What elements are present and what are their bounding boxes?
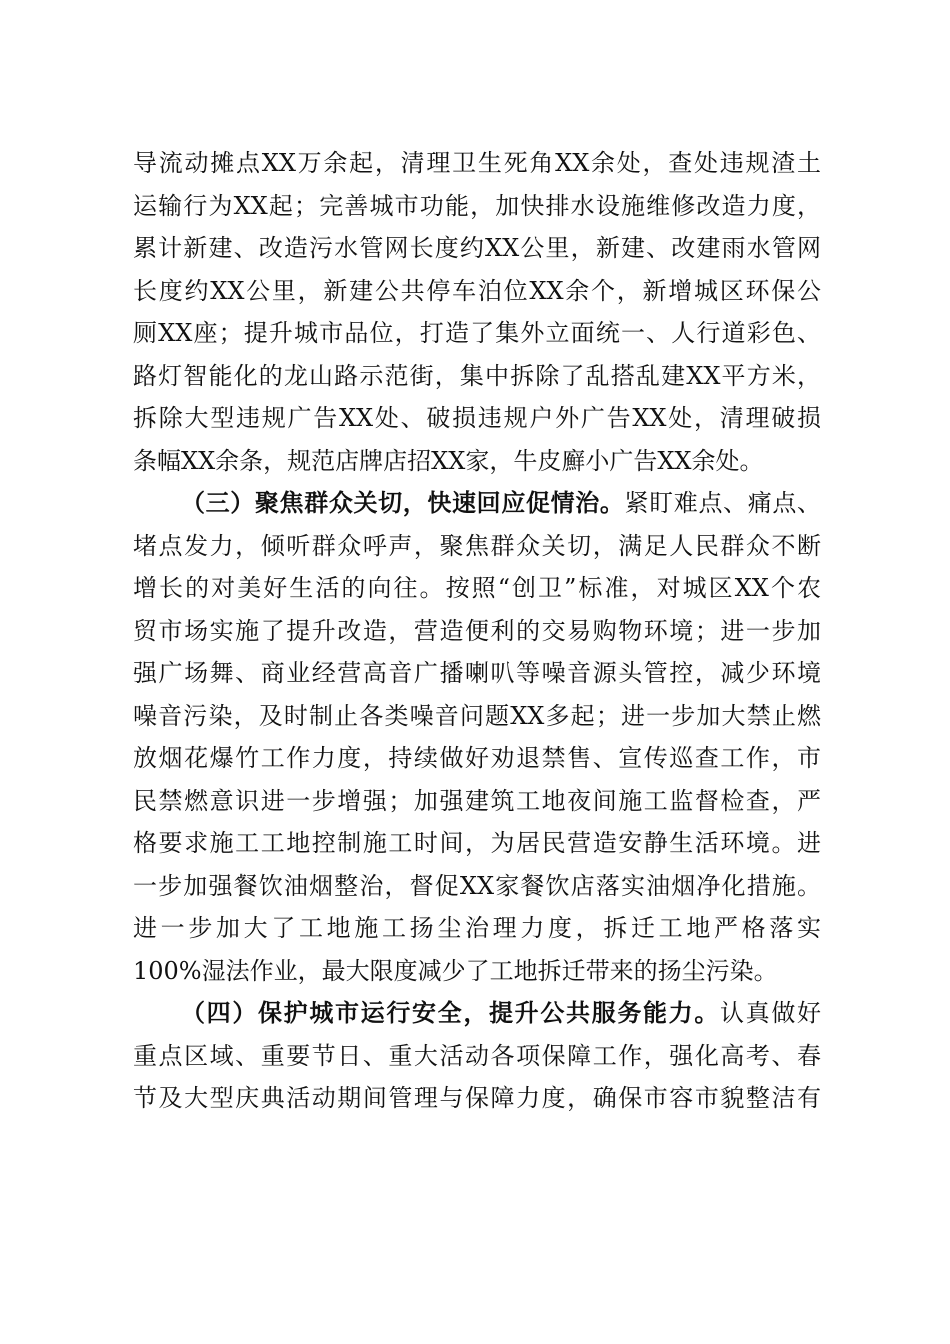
text-line: 噪音污染，及时制止各类噪音问题XX多起；进一步加大禁止燃: [133, 701, 821, 730]
text-line: 一步加强餐饮油烟整治，督促XX家餐饮店落实油烟净化措施。: [133, 871, 821, 900]
text-line: 贸市场实施了提升改造，营造便利的交易购物环境；进一步加: [133, 616, 821, 645]
text-line: 运输行为XX起；完善城市功能，加快排水设施维修改造力度，: [133, 191, 821, 220]
text-line: 节及大型庆典活动期间管理与保障力度，确保市容市貌整洁有: [133, 1084, 821, 1112]
section-heading: （三）聚焦群众关切，快速回应促情治。: [181, 488, 625, 517]
document-page: [133, 142, 821, 1120]
text-line: 条幅XX余条，规范店牌店招XX家，牛皮廯小广告XX余处。: [133, 446, 764, 475]
text-line: 强广场舞、商业经营高音广播喇叭等噪音源头管控，减少环境: [133, 659, 821, 687]
text-line: 厕XX座；提升城市品位，打造了集外立面统一、人行道彩色、: [133, 319, 821, 347]
paragraph-section-3: [133, 482, 821, 992]
text-span: 紧盯难点、痛点、: [624, 489, 822, 517]
text-line: 100%湿法作业，最大限度减少了工地拆迁带来的扬尘污染。: [133, 956, 778, 985]
text-line: 累计新建、改造污水管网长度约XX公里，新建、改建雨水管网: [133, 234, 821, 262]
text-line: 长度约XX公里，新建公共停车泊位XX余个，新增城区环保公: [133, 276, 821, 305]
text-line: 堵点发力，倾听群众呼声，聚焦群众关切，满足人民群众不断: [133, 531, 821, 560]
text-span: 认真做好: [720, 999, 821, 1027]
text-line: 进一步加大了工地施工扬尘治理力度，拆迁工地严格落实: [133, 914, 821, 942]
text-line: 重点区域、重要节日、重大活动各项保障工作，强化高考、春: [133, 1041, 821, 1070]
text-line: [133, 482, 821, 525]
paragraph-1: [133, 142, 821, 482]
text-line: 增长的对美好生活的向往。按照“创卫”标准，对城区XX个农: [133, 574, 821, 602]
text-line: 格要求施工工地控制施工时间，为居民营造安静生活环境。进: [133, 829, 821, 857]
text-line: 路灯智能化的龙山路示范街，集中拆除了乱搭乱建XX平方米，: [133, 361, 821, 390]
text-line: 民禁燃意识进一步增强；加强建筑工地夜间施工监督检查，严: [133, 786, 821, 815]
section-heading: （四）保护城市运行安全，提升公共服务能力。: [181, 998, 720, 1027]
text-line: 放烟花爆竹工作力度，持续做好劝退禁售、宣传巡查工作，市: [133, 744, 821, 772]
paragraph-section-4: [133, 992, 821, 1120]
text-line: [133, 992, 821, 1035]
text-line: 拆除大型违规广告XX处、破损违规户外广告XX处，清理破损: [133, 404, 821, 432]
text-line: 导流动摊点XX万余起，清理卫生死角XX余处，查处违规渣土: [133, 149, 821, 177]
